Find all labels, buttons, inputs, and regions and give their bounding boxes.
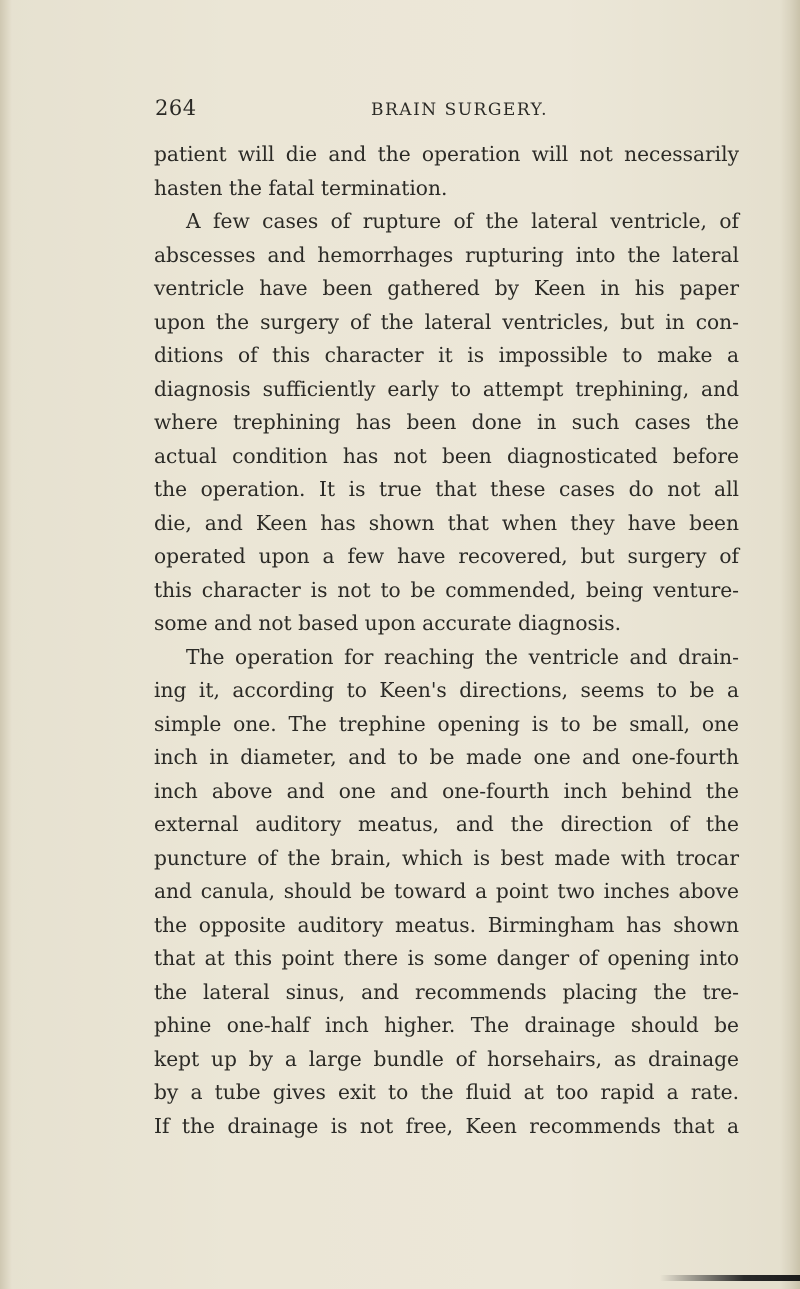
text-line: diagnosis sufficiently early to attempt trephining, and xyxy=(154,376,739,401)
text-line: abscesses and hemorrhages rupturing into the lateral xyxy=(154,242,739,267)
text-line: phine one-half inch higher. The drainage should be xyxy=(154,1013,739,1037)
text-line: operated upon a few have recovered, but surgery of xyxy=(154,544,739,568)
text-line: upon the surgery of the lateral ventricles, but in con- xyxy=(154,309,739,334)
text-line: die, and Keen has shown that when they have been xyxy=(154,510,739,535)
page-corner-mark xyxy=(660,1275,800,1281)
text-line: If the drainage is not free, Keen recommends that a xyxy=(154,1113,739,1138)
running-head: BRAIN SURGERY. xyxy=(371,100,549,120)
text-line: puncture of the brain, which is best made with trocar xyxy=(154,845,739,870)
text-line: ing it, according to Keen's directions, seems to be a xyxy=(154,678,739,702)
text-line: where trephining has been done in such cases the xyxy=(154,410,739,434)
text-line: the opposite auditory meatus. Birmingham has shown xyxy=(154,912,739,937)
text-line: this character is not to be commended, being venture- xyxy=(154,577,739,602)
text-line: actual condition has not been diagnosticated before xyxy=(154,443,739,468)
text-line: that at this point there is some danger of opening into xyxy=(154,946,739,970)
text-line: ditions of this character it is impossible to make a xyxy=(154,343,739,367)
text-line: inch above and one and one-fourth inch behind the xyxy=(154,778,739,803)
text-line: some and not based upon accurate diagnosis. xyxy=(154,611,622,635)
text-line: A few cases of rupture of the lateral ventricle, of xyxy=(186,209,739,233)
page-edge-shadow xyxy=(780,0,800,1289)
text-line: The operation for reaching the ventricle and drain- xyxy=(186,644,739,669)
text-line: inch in diameter, and to be made one and one-fourth xyxy=(154,745,739,769)
text-line: by a tube gives exit to the fluid at too rapid a rate. xyxy=(154,1080,739,1104)
text-line: patient will die and the operation will not necessarily xyxy=(154,142,739,166)
body-text xyxy=(154,138,739,1143)
text-line: external auditory meatus, and the direction of the xyxy=(154,812,739,836)
text-line: simple one. The trephine opening is to be small, one xyxy=(154,711,739,736)
page-header xyxy=(155,96,715,126)
page-gutter-shadow xyxy=(0,0,12,1289)
text-line: and canula, should be toward a point two inches above xyxy=(154,879,739,903)
page-number: 264 xyxy=(155,96,197,120)
text-line: kept up by a large bundle of horsehairs, as drainage xyxy=(154,1046,739,1071)
text-line: ventricle have been gathered by Keen in his paper xyxy=(154,276,739,300)
text-line: hasten the fatal termination. xyxy=(154,175,448,200)
text-line: the operation. It is true that these cases do not all xyxy=(154,477,739,501)
text-line: the lateral sinus, and recommends placing the tre- xyxy=(154,979,739,1004)
